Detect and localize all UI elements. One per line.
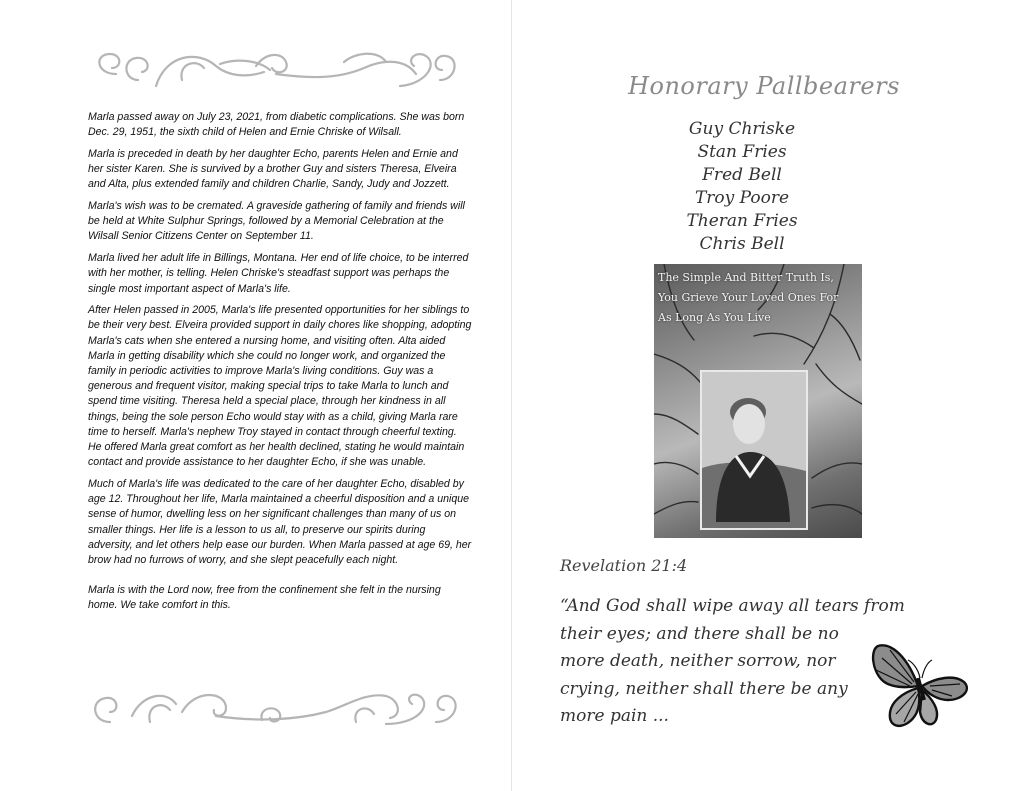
right-page: [512, 0, 1024, 791]
pallbearer-name: Theran Fries: [686, 211, 798, 231]
obit-closing: Marla is with the Lord now, free from the confinement she felt in the nursing home. We take comfort in this.: [88, 584, 441, 612]
portrait-photo: [700, 370, 808, 530]
scripture-line: their eyes; and there shall be no: [560, 623, 839, 644]
memorial-photo: [654, 264, 862, 538]
obit-paragraph: Marla lived her adult life in Billings, Montana. Her end of life choice, to be interred with her mother, is telling. Helen Chriske's steadfast support was perhaps the single most important aspect of Marla's life.: [88, 252, 469, 295]
butterfly-icon: [868, 638, 972, 732]
photo-verse-line: As Long As You Live: [658, 311, 771, 324]
pallbearer-name: Fred Bell: [702, 165, 782, 185]
scripture-line: more death, neither sorrow, nor: [560, 651, 836, 671]
scripture-reference: Revelation 21:4: [560, 556, 688, 575]
scroll-flourish-icon: [86, 44, 470, 94]
scripture-line: crying, neither shall there be any: [560, 678, 848, 699]
photo-verse-line: The Simple And Bitter Truth Is,: [658, 271, 834, 284]
pallbearers-list: [632, 118, 852, 256]
scroll-flourish-icon: [86, 682, 470, 732]
photo-verse-line: You Grieve Your Loved Ones For: [658, 291, 839, 304]
obit-paragraph: Much of Marla's life was dedicated to the care of her daughter Echo, disabled by age 12. Throughout her life, Marla maintained a cheerful disposition and a unique sense of humor, dwelling less on her significant challenges than many of us on smaller things. Her life is a lesson to us all, to preserve our spirits during adversity, and let others help ease our burden. When Marla passed at age 69, her brow had no furrows of worry, and she slept peacefully each night.: [88, 477, 472, 566]
pallbearer-name: Troy Poore: [694, 188, 790, 208]
obit-paragraph: After Helen passed in 2005, Marla's life presented opportunities for her siblings to be their very best. Elveira provided support in daily chores like shopping, adopting Marla's cats when she entered a nursing home, and visiting often. Alta aided Marla in getting disability which she could no longer work, and organized the family in periodic activities to improve Marla's living conditions. Guy was a generous and frequent visitor, making special trips to take Marla to lunch and spend time visiting. Theresa held a special place, through her kindness in all things, being the sole person Echo would stay with as a child, giving Marla rare time to herself. Marla's nephew Troy stayed in contact through cheerful texting. He offered Marla great comfort as her health declined, stating he would maintain contact and provide assistance to her daughter Echo, if she was unable.: [88, 304, 472, 469]
scripture-line: “And God shall wipe away all tears from: [560, 596, 905, 616]
person-portrait-icon: [702, 372, 808, 530]
obit-paragraph: Marla passed away on July 23, 2021, from diabetic complications. She was born Dec. 29, 1951, the sixth child of Helen and Ernie Chriske of Wilsall.: [88, 111, 465, 139]
obit-paragraph: Marla is preceded in death by her daughter Echo, parents Helen and Ernie and her sister Karen. She is survived by a brother Guy and sisters Theresa, Elveira and Alta, plus extended family and children Charlie, Sandy, Judy and Jozzett.: [88, 147, 458, 191]
photo-verse: [658, 268, 862, 328]
pallbearers-title: Honorary Pallbearers: [628, 72, 900, 100]
pallbearer-name: Guy Chriske: [688, 119, 796, 139]
scripture-line: more pain ...: [560, 706, 669, 726]
pallbearer-name: Stan Fries: [697, 142, 787, 162]
obituary-text: [88, 110, 472, 620]
pallbearer-name: Chris Bell: [699, 234, 785, 254]
obit-paragraph: Marla's wish was to be cremated. A graveside gathering of family and friends will be held at White Sulphur Springs, followed by a Memorial Celebration at the Wilsall Senior Citizens Center on September 11.: [88, 200, 465, 243]
